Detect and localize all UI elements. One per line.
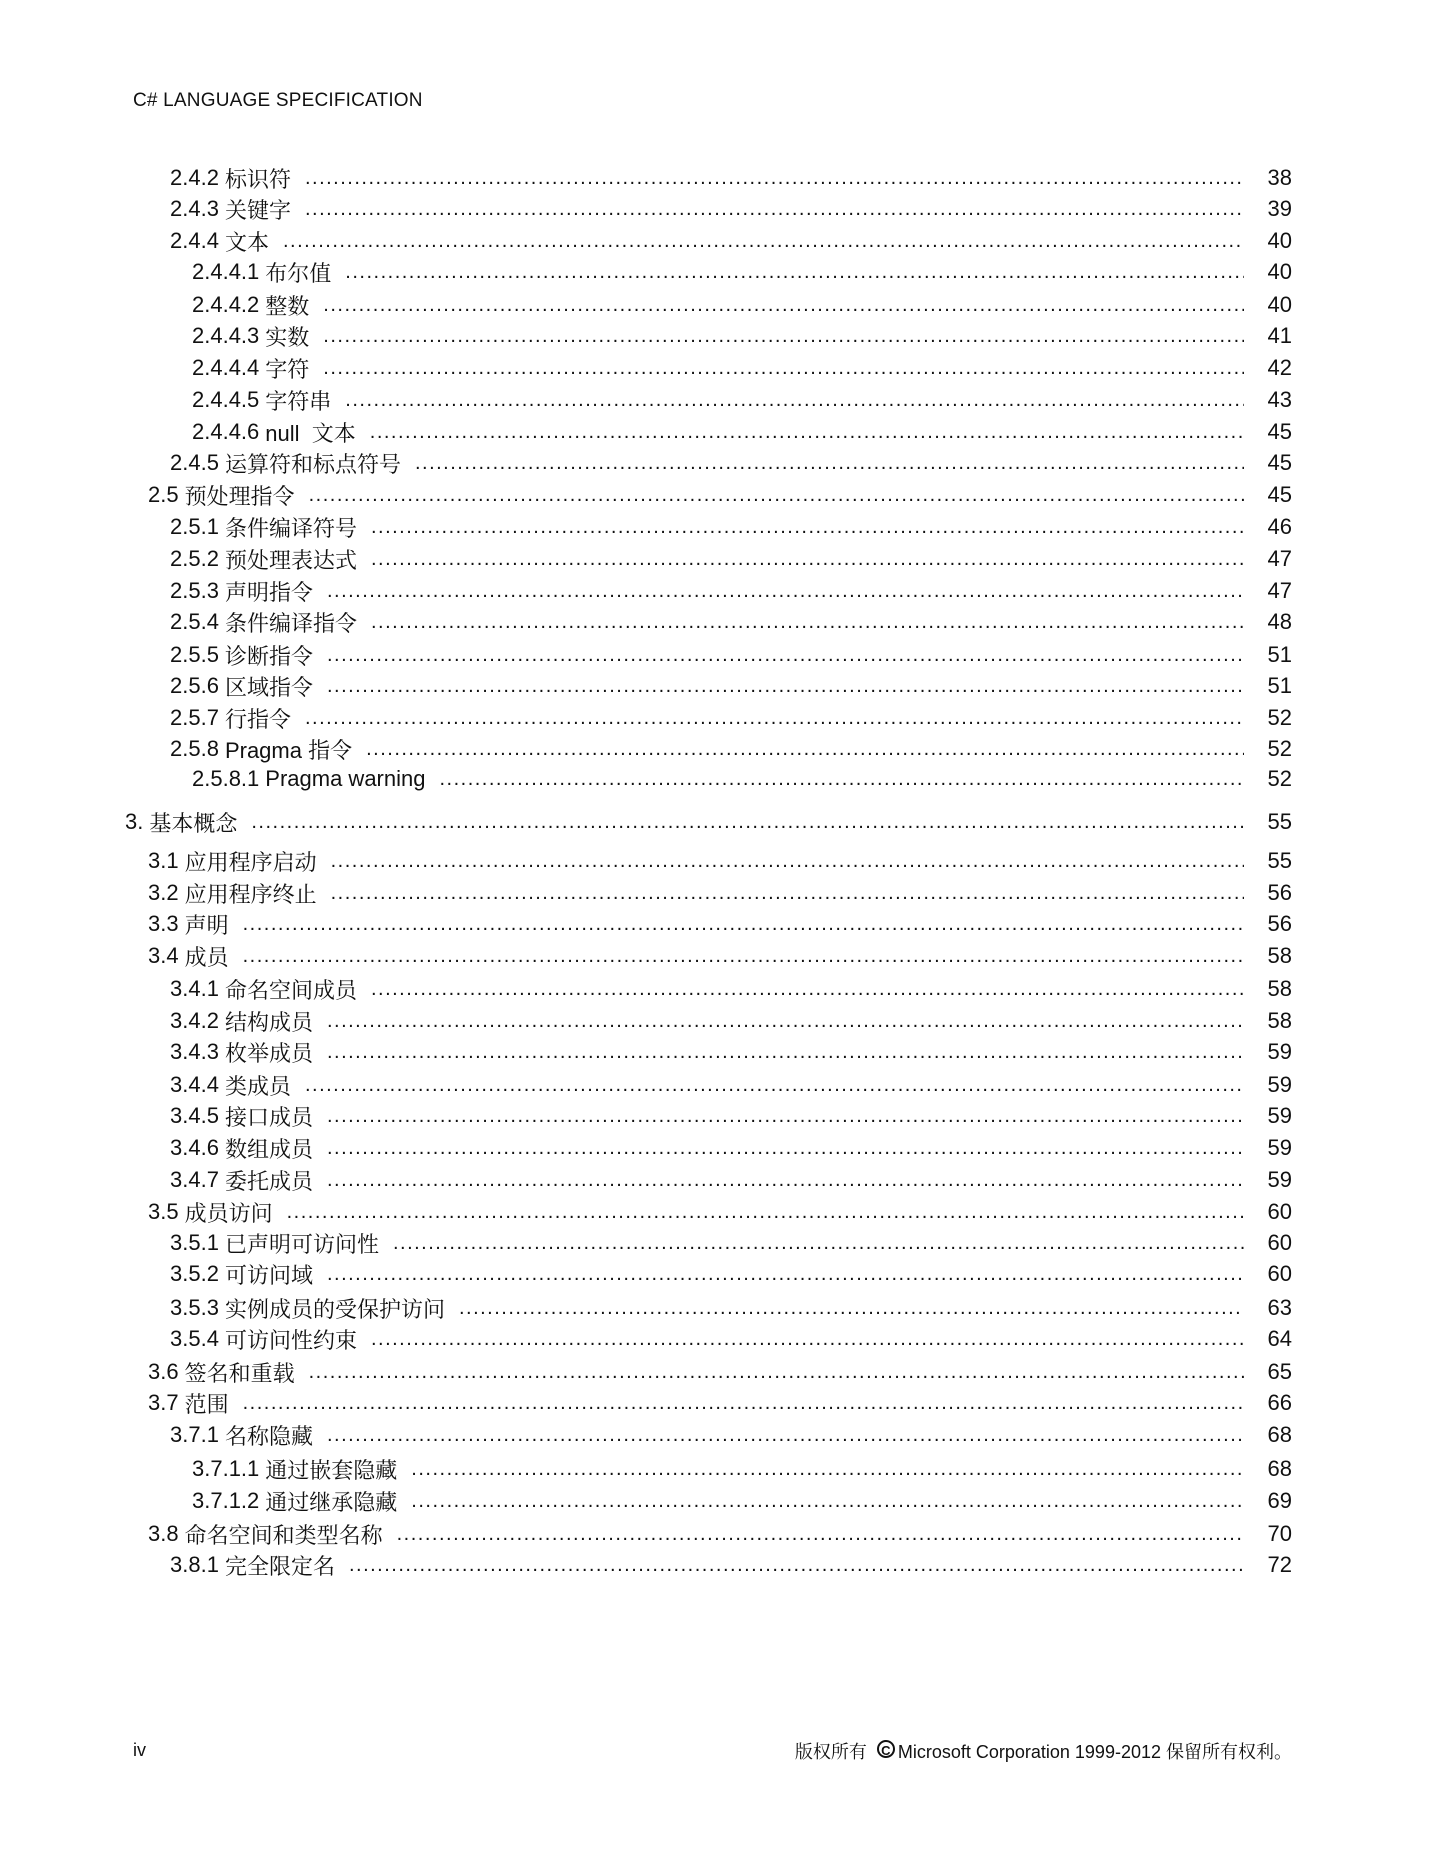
toc-entry-page: 55 bbox=[1267, 809, 1292, 834]
toc-entry-page: 60 bbox=[1267, 1261, 1292, 1286]
toc-entry[interactable] bbox=[0, 1228, 1435, 1258]
toc-entry-page: 51 bbox=[1267, 673, 1292, 698]
toc-dot-leader bbox=[323, 290, 1244, 320]
toc-entry[interactable] bbox=[0, 807, 1435, 837]
toc-entry-title: 枚举成员 bbox=[224, 1040, 313, 1066]
toc-entry-number: 2.4.4.4 bbox=[192, 355, 260, 380]
toc-entry-page: 59 bbox=[1267, 1103, 1292, 1128]
toc-entry-page: 45 bbox=[1267, 450, 1292, 475]
toc-entry[interactable] bbox=[0, 226, 1435, 256]
toc-entry-title: 已声明可访问性 bbox=[224, 1231, 379, 1257]
toc-entry-page: 39 bbox=[1267, 196, 1292, 221]
toc-dot-leader bbox=[327, 1165, 1244, 1195]
toc-entry-page: 64 bbox=[1267, 1326, 1292, 1351]
toc-entry-title: 条件编译符号 bbox=[224, 515, 357, 541]
toc-dot-leader bbox=[366, 734, 1244, 764]
toc-entry[interactable] bbox=[0, 640, 1435, 670]
toc-dot-leader bbox=[327, 1006, 1244, 1036]
toc-entry-title: 命名空间和类型名称 bbox=[184, 1522, 383, 1548]
toc-dot-leader bbox=[309, 480, 1244, 510]
toc-entry[interactable] bbox=[0, 448, 1435, 478]
toc-dot-leader bbox=[331, 878, 1244, 908]
toc-entry-page: 52 bbox=[1267, 736, 1292, 761]
toc-dot-leader bbox=[393, 1228, 1244, 1258]
toc-entry[interactable] bbox=[0, 1006, 1435, 1036]
toc-dot-leader bbox=[327, 1259, 1244, 1289]
toc-entry-title: 预处理表达式 bbox=[224, 547, 357, 573]
toc-dot-leader bbox=[305, 703, 1244, 733]
toc-entry-number: 2.4.4 bbox=[170, 228, 219, 253]
toc-entry[interactable] bbox=[0, 1197, 1435, 1227]
toc-entry-number: 2.4.4.1 bbox=[192, 259, 260, 284]
toc-entry-page: 58 bbox=[1267, 943, 1292, 968]
toc-entry-page: 40 bbox=[1267, 259, 1292, 284]
toc-dot-leader bbox=[349, 1550, 1244, 1580]
toc-entry-title: 结构成员 bbox=[224, 1009, 313, 1035]
toc-entry-number: 2.4.5 bbox=[170, 450, 219, 475]
toc-dot-leader bbox=[251, 807, 1244, 837]
toc-dot-leader bbox=[305, 1070, 1244, 1100]
toc-entry-number: 3.3 bbox=[148, 911, 179, 936]
toc-entry-page: 40 bbox=[1267, 228, 1292, 253]
toc-entry-number: 3. bbox=[125, 809, 144, 834]
toc-entry[interactable] bbox=[0, 163, 1435, 193]
toc-entry-title: 关键字 bbox=[224, 197, 291, 223]
toc-entry-title: 基本概念 bbox=[149, 810, 238, 836]
toc-entry[interactable] bbox=[0, 1550, 1435, 1580]
page-number: iv bbox=[133, 1740, 146, 1760]
toc-entry-page: 45 bbox=[1267, 482, 1292, 507]
page-header: C# LANGUAGE SPECIFICATION bbox=[133, 90, 423, 111]
toc-entry-title: 实例成员的受保护访问 bbox=[224, 1296, 445, 1322]
toc-dot-leader bbox=[371, 974, 1244, 1004]
toc-entry-page: 56 bbox=[1267, 880, 1292, 905]
toc-entry-number: 2.5 bbox=[148, 482, 179, 507]
toc-dot-leader bbox=[370, 417, 1244, 447]
toc-entry-number: 2.4.4.6 bbox=[192, 419, 260, 444]
toc-entry-page: 47 bbox=[1267, 546, 1292, 571]
copyright-icon: C bbox=[877, 1740, 895, 1758]
toc-entry[interactable] bbox=[0, 1357, 1435, 1387]
toc-entry[interactable] bbox=[0, 1070, 1435, 1100]
toc-entry-page: 48 bbox=[1267, 609, 1292, 634]
toc-dot-leader bbox=[287, 1197, 1244, 1227]
toc-entry[interactable] bbox=[0, 385, 1435, 415]
toc-entry-page: 38 bbox=[1267, 165, 1292, 190]
toc-entry[interactable] bbox=[0, 909, 1435, 939]
toc-entry[interactable] bbox=[0, 1324, 1435, 1354]
toc-entry-number: 3.4.1 bbox=[170, 976, 219, 1001]
toc-entry[interactable] bbox=[0, 576, 1435, 606]
toc-entry-page: 52 bbox=[1267, 766, 1292, 791]
toc-entry[interactable] bbox=[0, 1165, 1435, 1195]
toc-dot-leader bbox=[459, 1293, 1244, 1323]
toc-entry[interactable] bbox=[0, 290, 1435, 320]
toc-dot-leader bbox=[309, 1357, 1244, 1387]
toc-dot-leader bbox=[371, 512, 1244, 542]
toc-entry-title: 运算符和标点符号 bbox=[224, 451, 401, 477]
toc-dot-leader bbox=[371, 544, 1244, 574]
toc-entry[interactable] bbox=[0, 974, 1435, 1004]
toc-entry-title: 整数 bbox=[265, 293, 310, 319]
toc-entry-title: 布尔值 bbox=[265, 260, 332, 286]
toc-entry-number: 3.7.1.1 bbox=[192, 1456, 260, 1481]
toc-entry[interactable] bbox=[0, 1486, 1435, 1516]
toc-entry-title: 完全限定名 bbox=[224, 1553, 335, 1579]
toc-entry-number: 3.5 bbox=[148, 1199, 179, 1224]
toc-entry-title: 名称隐藏 bbox=[224, 1423, 313, 1449]
toc-entry-title: 区域指令 bbox=[224, 674, 313, 700]
toc-entry-number: 3.5.2 bbox=[170, 1261, 219, 1286]
toc-entry[interactable] bbox=[0, 321, 1435, 351]
toc-dot-leader bbox=[327, 1101, 1244, 1131]
copyright-text: Microsoft Corporation 1999-2012 保留所有权利。 bbox=[897, 1742, 1292, 1762]
toc-entry-page: 59 bbox=[1267, 1135, 1292, 1160]
toc-entry-title: 通过嵌套隐藏 bbox=[265, 1457, 398, 1483]
copyright-notice bbox=[795, 1738, 1292, 1764]
toc-entry-title: Pragma warning bbox=[265, 766, 426, 791]
toc-entry[interactable] bbox=[0, 544, 1435, 574]
toc-entry-number: 2.5.8.1 bbox=[192, 766, 260, 791]
toc-dot-leader bbox=[439, 764, 1244, 794]
toc-entry-number: 2.5.6 bbox=[170, 673, 219, 698]
toc-entry-number: 2.5.7 bbox=[170, 705, 219, 730]
toc-dot-leader bbox=[327, 1133, 1244, 1163]
toc-entry[interactable] bbox=[0, 194, 1435, 224]
toc-entry-title: 接口成员 bbox=[224, 1104, 313, 1130]
toc-entry-page: 68 bbox=[1267, 1422, 1292, 1447]
toc-dot-leader bbox=[305, 194, 1244, 224]
toc-entry[interactable] bbox=[0, 1454, 1435, 1484]
toc-entry-number: 3.4.3 bbox=[170, 1039, 219, 1064]
toc-entry-title: 成员 bbox=[184, 944, 229, 970]
toc-entry-page: 65 bbox=[1267, 1359, 1292, 1384]
toc-dot-leader bbox=[331, 846, 1244, 876]
toc-dot-leader bbox=[327, 1420, 1244, 1450]
toc-entry[interactable] bbox=[0, 1259, 1435, 1289]
toc-entry-number: 2.5.1 bbox=[170, 514, 219, 539]
toc-entry[interactable] bbox=[0, 1133, 1435, 1163]
toc-entry-title: 数组成员 bbox=[224, 1136, 313, 1162]
toc-entry-title: 实数 bbox=[265, 324, 310, 350]
toc-entry-title: 字符 bbox=[265, 356, 310, 382]
toc-entry[interactable] bbox=[0, 703, 1435, 733]
toc-entry[interactable] bbox=[0, 417, 1435, 447]
toc-dot-leader bbox=[327, 1037, 1244, 1067]
toc-entry[interactable] bbox=[0, 878, 1435, 908]
toc-entry[interactable] bbox=[0, 1388, 1435, 1418]
toc-entry-page: 45 bbox=[1267, 419, 1292, 444]
toc-entry-number: 2.5.4 bbox=[170, 609, 219, 634]
toc-dot-leader bbox=[327, 576, 1244, 606]
toc-entry-title: 文本 bbox=[224, 229, 269, 255]
toc-entry-title: 可访问域 bbox=[224, 1262, 313, 1288]
toc-entry-number: 3.8.1 bbox=[170, 1552, 219, 1577]
toc-entry[interactable] bbox=[0, 480, 1435, 510]
toc-entry-title: 字符串 bbox=[265, 388, 332, 414]
toc-entry-title: 应用程序终止 bbox=[184, 881, 317, 907]
toc-entry-title: 声明 bbox=[184, 912, 229, 938]
toc-entry[interactable] bbox=[0, 512, 1435, 542]
toc-entry-title: 命名空间成员 bbox=[224, 977, 357, 1003]
toc-entry-number: 3.4 bbox=[148, 943, 179, 968]
toc-entry-page: 68 bbox=[1267, 1456, 1292, 1481]
toc-dot-leader bbox=[305, 163, 1244, 193]
toc-entry-page: 60 bbox=[1267, 1230, 1292, 1255]
toc-entry-title: 通过继承隐藏 bbox=[265, 1489, 398, 1515]
toc-dot-leader bbox=[397, 1519, 1244, 1549]
toc-entry-page: 60 bbox=[1267, 1199, 1292, 1224]
toc-entry-title: 委托成员 bbox=[224, 1168, 313, 1194]
toc-entry-number: 3.1 bbox=[148, 848, 179, 873]
toc-dot-leader bbox=[411, 1486, 1244, 1516]
toc-entry-title: 应用程序启动 bbox=[184, 849, 317, 875]
toc-entry-page: 46 bbox=[1267, 514, 1292, 539]
toc-entry-page: 70 bbox=[1267, 1521, 1292, 1546]
toc-dot-leader bbox=[323, 321, 1244, 351]
toc-dot-leader bbox=[323, 353, 1244, 383]
toc-entry-page: 63 bbox=[1267, 1295, 1292, 1320]
copyright-prefix: 版权所有 bbox=[794, 1742, 867, 1762]
toc-dot-leader bbox=[345, 385, 1244, 415]
toc-dot-leader bbox=[371, 1324, 1244, 1354]
toc-dot-leader bbox=[327, 671, 1244, 701]
toc-entry-page: 59 bbox=[1267, 1039, 1292, 1064]
toc-entry-page: 66 bbox=[1267, 1390, 1292, 1415]
toc-entry-number: 3.5.3 bbox=[170, 1295, 219, 1320]
toc-entry[interactable] bbox=[0, 941, 1435, 971]
toc-entry[interactable] bbox=[0, 734, 1435, 764]
toc-entry-number: 3.2 bbox=[148, 880, 179, 905]
toc-entry-number: 3.4.6 bbox=[170, 1135, 219, 1160]
toc-entry-title: 可访问性约束 bbox=[224, 1327, 357, 1353]
toc-entry[interactable] bbox=[0, 846, 1435, 876]
toc-entry-page: 58 bbox=[1267, 976, 1292, 1001]
toc-entry-title: Pragma 指令 bbox=[224, 737, 353, 763]
toc-entry-page: 55 bbox=[1267, 848, 1292, 873]
toc-dot-leader bbox=[345, 257, 1244, 287]
toc-entry-number: 3.7.1 bbox=[170, 1422, 219, 1447]
toc-entry-title: 预处理指令 bbox=[184, 483, 295, 509]
toc-entry-page: 51 bbox=[1267, 642, 1292, 667]
toc-dot-leader bbox=[283, 226, 1244, 256]
toc-entry-number: 2.4.3 bbox=[170, 196, 219, 221]
toc-entry-number: 2.4.4.5 bbox=[192, 387, 260, 412]
toc-entry-number: 2.5.3 bbox=[170, 578, 219, 603]
toc-entry-title: 声明指令 bbox=[224, 579, 313, 605]
toc-entry-title: 标识符 bbox=[224, 166, 291, 192]
toc-entry-page: 56 bbox=[1267, 911, 1292, 936]
toc-entry-page: 69 bbox=[1267, 1488, 1292, 1513]
toc-dot-leader bbox=[243, 941, 1244, 971]
toc-entry-page: 58 bbox=[1267, 1008, 1292, 1033]
toc-entry[interactable] bbox=[0, 353, 1435, 383]
toc-entry-page: 42 bbox=[1267, 355, 1292, 380]
toc-entry-page: 59 bbox=[1267, 1167, 1292, 1192]
toc-entry-number: 2.5.2 bbox=[170, 546, 219, 571]
toc-entry[interactable] bbox=[0, 1420, 1435, 1450]
toc-entry-page: 40 bbox=[1267, 292, 1292, 317]
toc-entry[interactable] bbox=[0, 1519, 1435, 1549]
toc-entry-title: 签名和重载 bbox=[184, 1360, 295, 1386]
toc-dot-leader bbox=[243, 909, 1244, 939]
toc-entry-page: 47 bbox=[1267, 578, 1292, 603]
toc-entry[interactable] bbox=[0, 1037, 1435, 1067]
toc-entry-number: 2.5.5 bbox=[170, 642, 219, 667]
toc-entry-number: 2.4.4.2 bbox=[192, 292, 260, 317]
toc-entry-page: 43 bbox=[1267, 387, 1292, 412]
toc-entry-number: 3.4.2 bbox=[170, 1008, 219, 1033]
toc-entry-number: 3.4.7 bbox=[170, 1167, 219, 1192]
toc-entry-title: 范围 bbox=[184, 1391, 229, 1417]
toc-entry-number: 2.4.2 bbox=[170, 165, 219, 190]
toc-entry-number: 3.4.5 bbox=[170, 1103, 219, 1128]
toc-entry[interactable] bbox=[0, 671, 1435, 701]
toc-entry[interactable] bbox=[0, 1101, 1435, 1131]
toc-entry-number: 3.5.4 bbox=[170, 1326, 219, 1351]
toc-entry-title: 条件编译指令 bbox=[224, 610, 357, 636]
toc-entry-number: 3.8 bbox=[148, 1521, 179, 1546]
toc-entry-number: 3.7.1.2 bbox=[192, 1488, 260, 1513]
toc-entry[interactable] bbox=[0, 607, 1435, 637]
toc-dot-leader bbox=[327, 640, 1244, 670]
toc-entry-number: 3.4.4 bbox=[170, 1072, 219, 1097]
toc-entry-title: 诊断指令 bbox=[224, 643, 313, 669]
toc-entry[interactable] bbox=[0, 257, 1435, 287]
toc-entry[interactable] bbox=[0, 1293, 1435, 1323]
toc-entry-title: 类成员 bbox=[224, 1073, 291, 1099]
toc-entry-page: 59 bbox=[1267, 1072, 1292, 1097]
toc-entry-title: 成员访问 bbox=[184, 1200, 273, 1226]
toc-entry-number: 3.7 bbox=[148, 1390, 179, 1415]
toc-entry-number: 2.4.4.3 bbox=[192, 323, 260, 348]
toc-dot-leader bbox=[243, 1388, 1244, 1418]
toc-entry-page: 52 bbox=[1267, 705, 1292, 730]
toc-entry-title: 行指令 bbox=[224, 706, 291, 732]
toc-dot-leader bbox=[411, 1454, 1244, 1484]
toc-dot-leader bbox=[415, 448, 1244, 478]
toc-entry-title: null 文本 bbox=[265, 420, 356, 446]
toc-dot-leader bbox=[371, 607, 1244, 637]
toc-entry-number: 3.6 bbox=[148, 1359, 179, 1384]
toc-entry-page: 41 bbox=[1267, 323, 1292, 348]
toc-entry[interactable] bbox=[0, 764, 1435, 794]
toc-entry-number: 2.5.8 bbox=[170, 736, 219, 761]
toc-entry-number: 3.5.1 bbox=[170, 1230, 219, 1255]
toc-entry-page: 72 bbox=[1267, 1552, 1292, 1577]
